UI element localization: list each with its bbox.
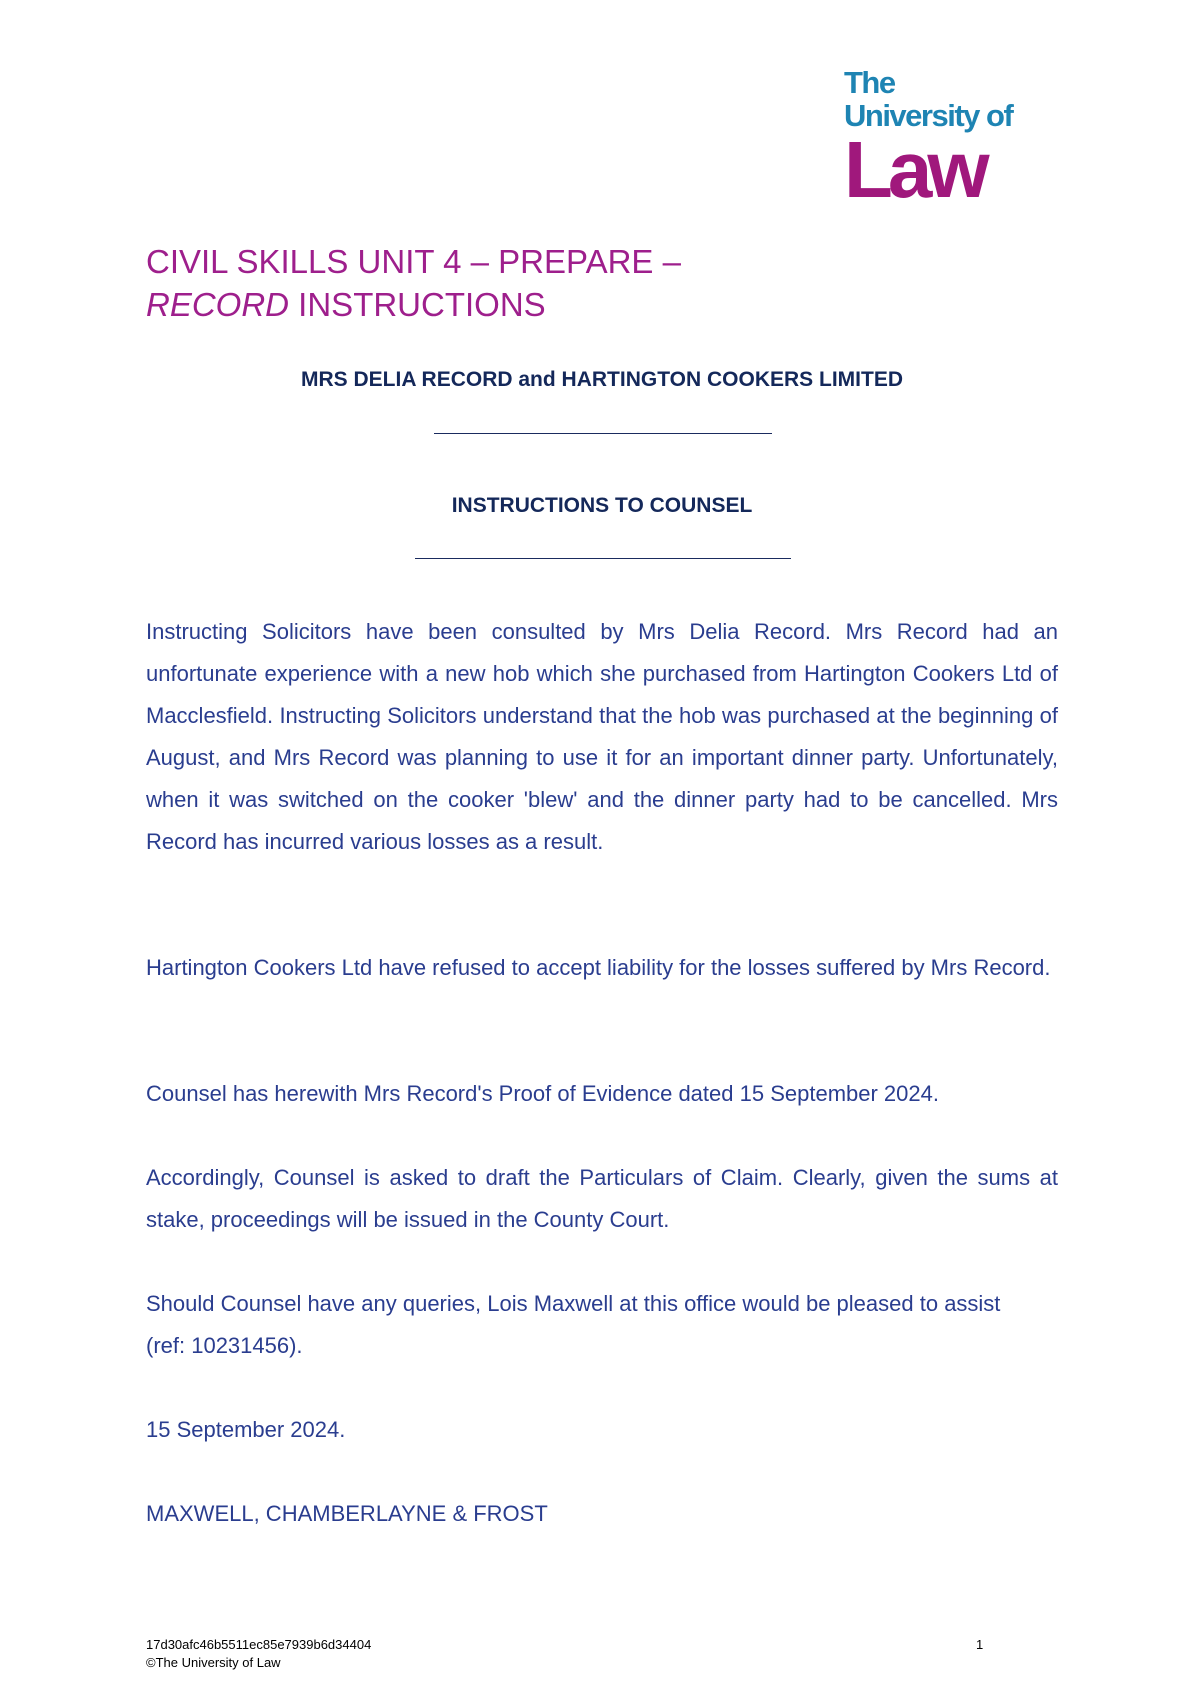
document-date: 15 September 2024.: [146, 1417, 346, 1442]
paragraph-particulars-of-claim: Accordingly, Counsel is asked to draft the Particulars of Claim. Clearly, given the sums at stake, proceedings will be issued in the County Court.: [146, 1165, 1058, 1232]
logo-line-university-of: University of: [844, 98, 1013, 133]
title-line-2: [146, 283, 906, 326]
page-number: 1: [976, 1637, 984, 1652]
title-instructions: INSTRUCTIONS: [289, 286, 546, 323]
footer: [146, 1636, 371, 1672]
footer-copyright: ©The University of Law: [146, 1655, 281, 1670]
university-of-law-logo: [844, 65, 1044, 214]
footer-doc-id: 17d30afc46b5511ec85e7939b6d34404: [146, 1637, 372, 1652]
divider-rule-2: [415, 558, 791, 559]
page-title: [146, 240, 906, 326]
paragraph-background: Instructing Solicitors have been consulted by Mrs Delia Record. Mrs Record had an unfortunate experience with a new hob which she purchased from Hartington Cookers Ltd of Macclesfield. Instructing Solicitors understand that the hob was purchased at the beginning of August, and Mrs Record was planning to use it for an important dinner party. Unfortunately, when it was switched on the cooker 'blew' and the dinner party had to be cancelled. Mrs Record has incurred various losses as a result.: [146, 619, 1058, 854]
title-line-1: CIVIL SKILLS UNIT 4 – PREPARE –: [146, 243, 681, 280]
divider-rule-1: [434, 433, 772, 434]
logo-line-the: The: [844, 65, 895, 100]
logo-line-law: Law: [844, 125, 985, 214]
paragraph-queries: Should Counsel have any queries, Lois Maxwell at this office would be pleased to assist (ref: 10231456).: [146, 1291, 1001, 1358]
firm-name: MAXWELL, CHAMBERLAYNE & FROST: [146, 1501, 548, 1526]
parties-heading: MRS DELIA RECORD and HARTINGTON COOKERS LIMITED: [300, 368, 903, 391]
paragraph-proof-of-evidence: Counsel has herewith Mrs Record's Proof of Evidence dated 15 September 2024.: [146, 1081, 939, 1106]
paragraph-liability: Hartington Cookers Ltd have refused to accept liability for the losses suffered by Mrs Record.: [146, 955, 1051, 980]
title-italic-record: RECORD: [146, 286, 290, 323]
instructions-heading: INSTRUCTIONS TO COUNSEL: [451, 494, 753, 517]
